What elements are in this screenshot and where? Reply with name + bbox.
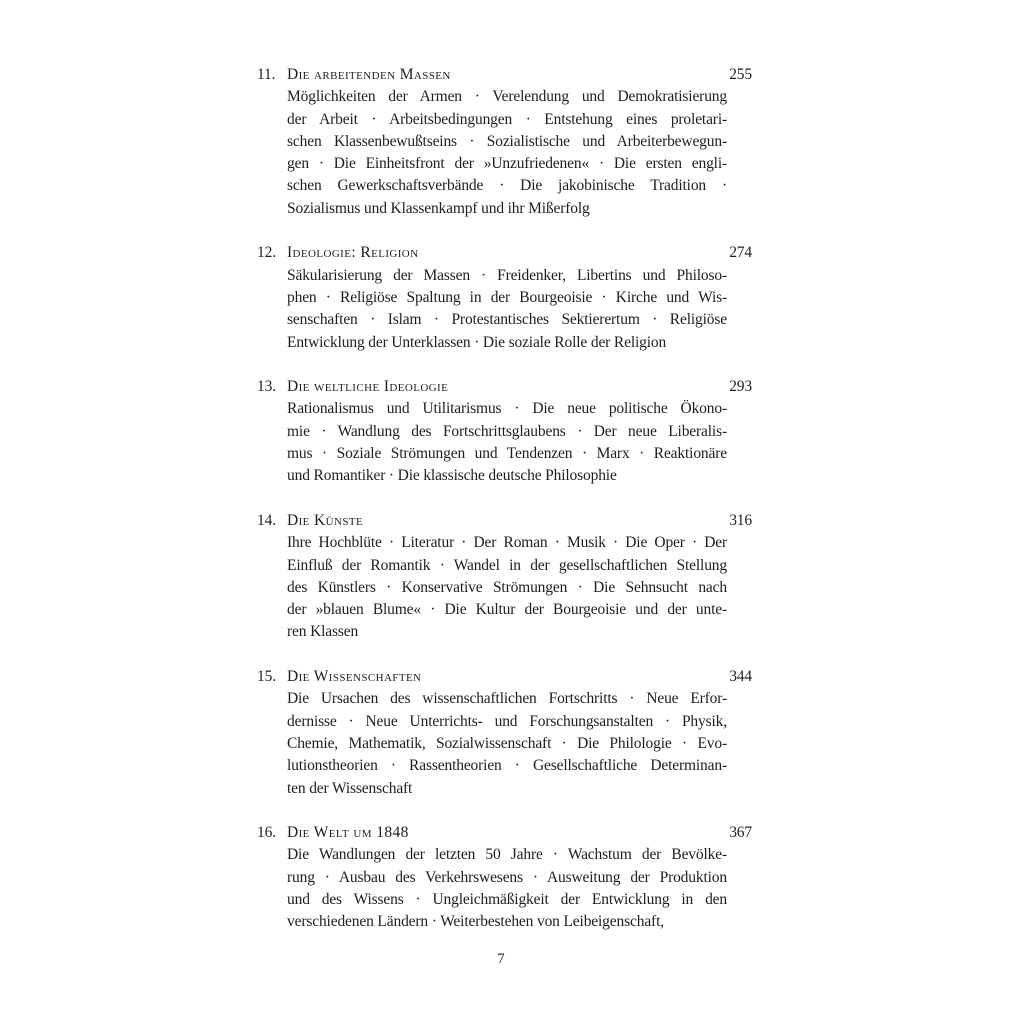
- entry-description-line: phen · Religiöse Spaltung in der Bourgeoisie · Kirche und Wis-: [287, 288, 727, 306]
- entry-description-line: verschiedenen Ländern · Weiterbestehen von Leibeigenschaft,: [287, 913, 664, 931]
- entry-heading: [257, 666, 752, 688]
- entry-description-line: Rationalismus und Utilitarismus · Die neue politische Ökono-: [287, 400, 727, 418]
- entry-description: [287, 688, 727, 799]
- entry-description-line: Entwicklung der Unterklassen · Die soziale Rolle der Religion: [287, 333, 667, 351]
- entry-description-line: Säkularisierung der Massen · Freidenker, Libertins und Philoso-: [287, 266, 727, 284]
- toc-entry: [257, 376, 752, 487]
- entry-description-line: Möglichkeiten der Armen · Verelendung und Demokratisierung: [287, 88, 727, 106]
- entry-number: 12.: [257, 244, 276, 262]
- entry-heading: [257, 376, 752, 398]
- entry-description: [287, 86, 727, 220]
- toc-entry: [257, 666, 752, 800]
- entry-title: Die arbeitenden Massen: [287, 66, 451, 83]
- entry-page-number: 316: [729, 511, 752, 529]
- entry-heading: [257, 822, 752, 844]
- entry-description-line: dernisse · Neue Unterrichts- und Forschungsanstalten · Physik,: [287, 712, 727, 730]
- entry-number: 14.: [257, 511, 276, 529]
- entry-description-line: und des Wissens · Ungleichmäßigkeit der Entwicklung in den: [287, 890, 727, 908]
- entry-number: 15.: [257, 668, 276, 686]
- entry-description-line: Ihre Hochblüte · Literatur · Der Roman · Musik · Die Oper · Der: [287, 534, 727, 552]
- entry-description-line: mie · Wandlung des Fortschrittsglaubens · Der neue Liberalis-: [287, 422, 727, 440]
- entry-title: Die Künste: [287, 511, 364, 529]
- entry-title: Die weltliche Ideologie: [287, 378, 449, 396]
- page-number: 7: [497, 951, 505, 967]
- toc-entry: [257, 242, 752, 353]
- entry-page-number: 255: [729, 66, 752, 83]
- entry-description-line: senschaften · Islam · Protestantisches Sektierertum · Religiöse: [287, 311, 727, 329]
- entry-description: [287, 844, 727, 933]
- entry-description-line: rung · Ausbau des Verkehrswesens · Ausweitung der Produktion: [287, 868, 727, 886]
- entry-heading: [257, 64, 752, 86]
- entry-number: 16.: [257, 824, 276, 842]
- entry-description-line: mus · Soziale Strömungen und Tendenzen · Marx · Reaktionäre: [287, 445, 727, 463]
- entry-description-line: lutionstheorien · Rassentheorien · Gesellschaftliche Determinan-: [287, 757, 727, 775]
- entry-description-line: schen Gewerkschaftsverbände · Die jakobinische Tradition ·: [287, 177, 727, 195]
- toc-entry: [257, 510, 752, 644]
- entry-description-line: Chemie, Mathematik, Sozialwissenschaft · Die Philologie · Evo-: [287, 734, 727, 752]
- entry-description-line: des Künstlers · Konservative Strömungen · Die Sehnsucht nach: [287, 578, 727, 596]
- entry-description-line: und Romantiker · Die klassische deutsche Philosophie: [287, 467, 617, 485]
- entry-title: Die Welt um 1848: [287, 824, 409, 842]
- entry-heading: [257, 242, 752, 264]
- entry-description-line: Die Wandlungen der letzten 50 Jahre · Wachstum der Bevölke-: [287, 846, 727, 864]
- entry-page-number: 367: [729, 824, 752, 842]
- entry-page-number: 293: [729, 378, 752, 396]
- entry-description-line: ten der Wissenschaft: [287, 779, 413, 797]
- entry-heading: [257, 510, 752, 532]
- entry-description-line: gen · Die Einheitsfront der »Unzufriedenen« · Die ersten engli-: [287, 155, 727, 173]
- entry-description-line: ren Klassen: [287, 623, 359, 641]
- toc-entry: [257, 822, 752, 933]
- entry-description: [287, 265, 727, 354]
- entry-description-line: Einfluß der Romantik · Wandel in der gesellschaftlichen Stellung: [287, 556, 727, 574]
- entry-description-line: Sozialismus und Klassenkampf und ihr Mißerfolg: [287, 199, 590, 217]
- toc-entries: [257, 64, 752, 934]
- entry-page-number: 344: [729, 668, 752, 686]
- entry-description: [287, 398, 727, 487]
- entry-number: 13.: [257, 378, 276, 396]
- entry-description: [287, 532, 727, 643]
- entry-description-line: der »blauen Blume« · Die Kultur der Bourgeoisie und der unte-: [287, 601, 727, 619]
- entry-title: Die Wissenschaften: [287, 668, 422, 686]
- entry-description-line: Die Ursachen des wissenschaftlichen Fortschritts · Neue Erfor-: [287, 690, 727, 708]
- entry-description-line: der Arbeit · Arbeitsbedingungen · Entstehung eines proletari-: [287, 110, 727, 128]
- entry-number: 11.: [257, 66, 276, 83]
- entry-description-line: schen Klassenbewußtseins · Sozialistische und Arbeiterbewegun-: [287, 132, 727, 150]
- toc-entry: [257, 64, 752, 220]
- table-of-contents: [257, 64, 752, 956]
- entry-page-number: 274: [729, 244, 752, 262]
- entry-title: Ideologie: Religion: [287, 244, 419, 262]
